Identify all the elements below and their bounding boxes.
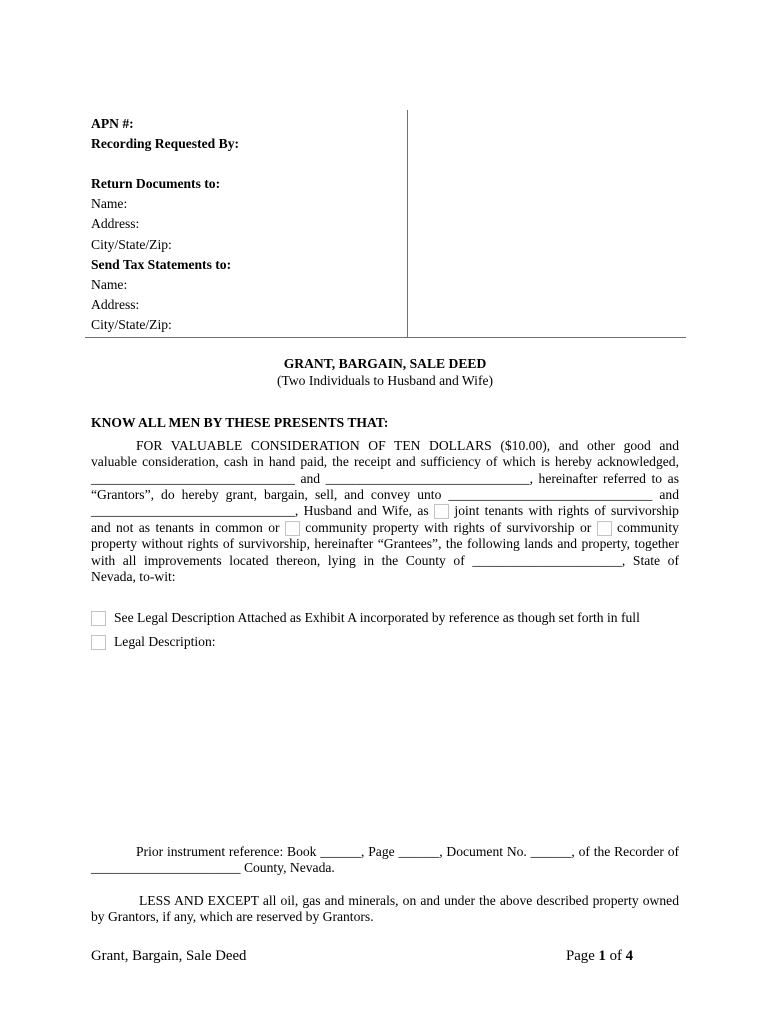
total-page-count: 4 <box>625 948 634 964</box>
blank-spacer-line <box>91 154 391 174</box>
joint-tenants-label: joint tenants with rights of survivorship <box>454 503 679 519</box>
state-text: , State of <box>621 552 679 568</box>
grant-clause-line-6 <box>91 520 679 536</box>
grant-clause-line-8 <box>91 553 679 569</box>
book-blank: ______ <box>320 843 362 859</box>
grantees-relation: , Husband and Wife, as <box>294 503 429 519</box>
grant-clause-line-7 <box>91 536 679 552</box>
mineral-reservation-line-2: by Grantors, if any, which are reserved by Grantors. <box>91 909 374 925</box>
document-number-blank: ______ <box>530 843 572 859</box>
mineral-reservation-line-1: LESS AND EXCEPT all oil, gas and minerals, on and under the above described property owned <box>139 892 679 908</box>
mineral-reservation-paragraph <box>91 893 679 926</box>
grant-clause <box>91 438 679 586</box>
legal-description-inline-option[interactable] <box>91 633 216 650</box>
header-column-divider <box>407 110 408 337</box>
apn-label: APN #: <box>91 116 134 131</box>
recorder-county-text: County, Nevada. <box>243 860 335 876</box>
deed-subtitle: (Two Individuals to Husband and Wife) <box>276 373 494 388</box>
prior-instrument-line-1 <box>91 844 679 860</box>
community-without-survivorship-checkbox[interactable] <box>597 521 612 536</box>
recording-requested-by-label: Recording Requested By: <box>91 136 240 152</box>
header-bottom-rule <box>85 337 686 338</box>
legal-description-checkbox[interactable] <box>91 635 106 650</box>
grantor-2-blank: ______________________________ <box>325 470 530 486</box>
grant-clause-line-4 <box>91 487 679 503</box>
of-word: of <box>609 948 622 964</box>
page-blank: ______ <box>398 843 440 859</box>
exhibit-a-checkbox[interactable] <box>91 611 106 626</box>
community-without-survivorship-label-start: community <box>617 519 679 535</box>
tax-address-label: Address: <box>91 296 140 312</box>
grantee-2-blank: ______________________________ <box>91 503 295 519</box>
legal-description-label: Legal Description: <box>114 633 216 649</box>
prior-instrument-intro: Prior instrument reference: Book <box>136 843 317 859</box>
page-label: , Page <box>361 843 395 859</box>
recording-info-block <box>91 114 391 335</box>
deed-title-block <box>91 355 679 389</box>
tax-city-state-zip-label: City/State/Zip: <box>91 316 172 332</box>
return-address-label: Address: <box>91 216 140 232</box>
grantee-1-blank: ______________________________ <box>448 486 653 502</box>
current-page-number: 1 <box>598 948 606 964</box>
grant-clause-line-5 <box>91 503 679 519</box>
grant-clause-line-3 <box>91 471 679 487</box>
prior-instrument-paragraph <box>91 844 679 877</box>
return-name-label: Name: <box>91 196 128 212</box>
grantees-designation: hereinafter “Grantees”, the following lands and property, together <box>314 536 679 552</box>
page-word: Page <box>566 948 595 964</box>
county-blank: ______________________ <box>472 552 622 568</box>
grantor-1-blank: ______________________________ <box>91 470 295 486</box>
prior-instrument-line-2 <box>91 860 679 876</box>
grantee-joiner: and <box>659 486 679 502</box>
tax-statements-heading: Send Tax Statements to: <box>91 256 232 272</box>
footer-page-indicator <box>566 947 633 965</box>
grant-clause-line-1: FOR VALUABLE CONSIDERATION OF TEN DOLLARS ($10.00), and other good and <box>136 437 679 453</box>
recorder-county-blank: ______________________ <box>91 860 241 876</box>
grant-clause-line-9: Nevada, to-wit: <box>91 568 176 584</box>
community-with-survivorship-checkbox[interactable] <box>285 521 300 536</box>
location-text: with all improvements located thereon, lying in the County of <box>91 552 465 568</box>
return-city-state-zip-label: City/State/Zip: <box>91 236 172 252</box>
legal-description-exhibit-option[interactable] <box>91 609 640 626</box>
community-without-survivorship-label-end: property without rights of survivorship, <box>91 536 310 552</box>
exhibit-a-label: See Legal Description Attached as Exhibit A incorporated by reference as though set forth in full <box>114 609 640 625</box>
footer-document-name: Grant, Bargain, Sale Deed <box>91 948 247 964</box>
tenancy-separator-text: and not as tenants in common or <box>91 519 280 535</box>
tax-name-label: Name: <box>91 276 128 292</box>
document-number-label: , Document No. <box>439 843 527 859</box>
grantor-joiner: and <box>300 470 321 486</box>
preamble-heading: KNOW ALL MEN BY THESE PRESENTS THAT: <box>91 414 389 430</box>
joint-tenants-checkbox[interactable] <box>434 504 449 519</box>
conveyance-text: “Grantors”, do hereby grant, bargain, sell, and convey unto <box>91 486 442 502</box>
return-documents-heading: Return Documents to: <box>91 176 221 192</box>
recorder-text: , of the Recorder of <box>571 843 680 859</box>
community-with-survivorship-label: community property with rights of survivorship or <box>305 519 592 535</box>
grant-clause-line-2: valuable consideration, cash in hand paid, the receipt and sufficiency of which is hereby acknowledged, <box>91 454 679 470</box>
grantors-designation: , hereinafter referred to as <box>529 470 679 486</box>
deed-title: GRANT, BARGAIN, SALE DEED <box>283 356 487 371</box>
